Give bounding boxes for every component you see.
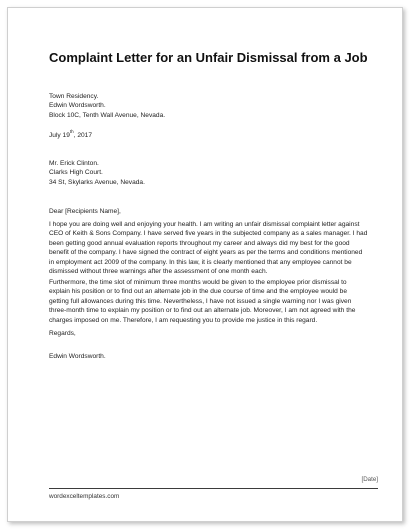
paragraph-line: in employment act 2009 of the company. In this law, it is clearly mentioned that any employee cannot be [49, 258, 352, 266]
body-paragraph-2 [49, 278, 389, 325]
paragraph-line: benefit of the company. I have signed the contract of eight years as per the terms and conditions mentioned [49, 249, 363, 257]
paragraph-line: dismissed without three warnings after the assessment of one month each. [49, 268, 268, 276]
recipient-name: Mr. Erick Clinton. [49, 160, 99, 167]
body-paragraph-1 [49, 220, 389, 276]
closing: Regards, [49, 330, 76, 337]
paragraph-line: getting full allowances during this time. Nevertheless, I have not issued a single warning nor I was given [49, 297, 352, 305]
paragraph-line: three-month time to explain my position or to find out an alternate job. Moreover, I am not agreed with the [49, 307, 356, 315]
signature-name: Edwin Wordsworth. [49, 353, 106, 360]
letter-date [49, 131, 92, 140]
paragraph-line: charges imposed on me. Therefore, I am requesting you to provide me justice in this regard. [49, 316, 318, 324]
recipient-address [49, 159, 145, 187]
letter-page [7, 7, 403, 522]
sender-line: Block 10C, Tenth Wall Avenue, Nevada. [49, 111, 166, 119]
date-month-day: July 19 [49, 132, 70, 139]
paragraph-line: CEO of Keith & Sons Company. I have served five years in the subjected company as a sales manager. I had [49, 230, 368, 238]
salutation: Dear [Recipients Name], [49, 208, 121, 215]
paragraph-line: Furthermore, the time slot of minimum three months would be given to the employee prior dismissal to [49, 279, 347, 286]
sender-address [49, 92, 165, 120]
date-year: , 2017 [73, 132, 93, 139]
paragraph-line: I hope you are doing well and enjoying your health. I am writing an unfair dismissal complaint letter against [49, 221, 360, 228]
footer-site-url: wordexceltemplates.com [49, 493, 120, 500]
recipient-line: Clarks High Court. [49, 169, 103, 177]
paragraph-line: been getting good annual evaluation reports throughout my career and always did my best for the good [49, 239, 350, 247]
paragraph-line: explain his position or to find out an alternate job in the due course of time and the employee would be [49, 288, 348, 296]
document-title: Complaint Letter for an Unfair Dismissal from a Job [49, 50, 368, 65]
footer-divider [49, 488, 378, 489]
date-suffix: th [69, 129, 74, 134]
recipient-line: 34 St, Skylarks Avenue, Nevada. [49, 178, 145, 186]
sender-line: Town Residency. [49, 93, 99, 100]
sender-name: Edwin Wordsworth. [49, 102, 106, 110]
footer-date-placeholder: [Date] [361, 476, 378, 483]
